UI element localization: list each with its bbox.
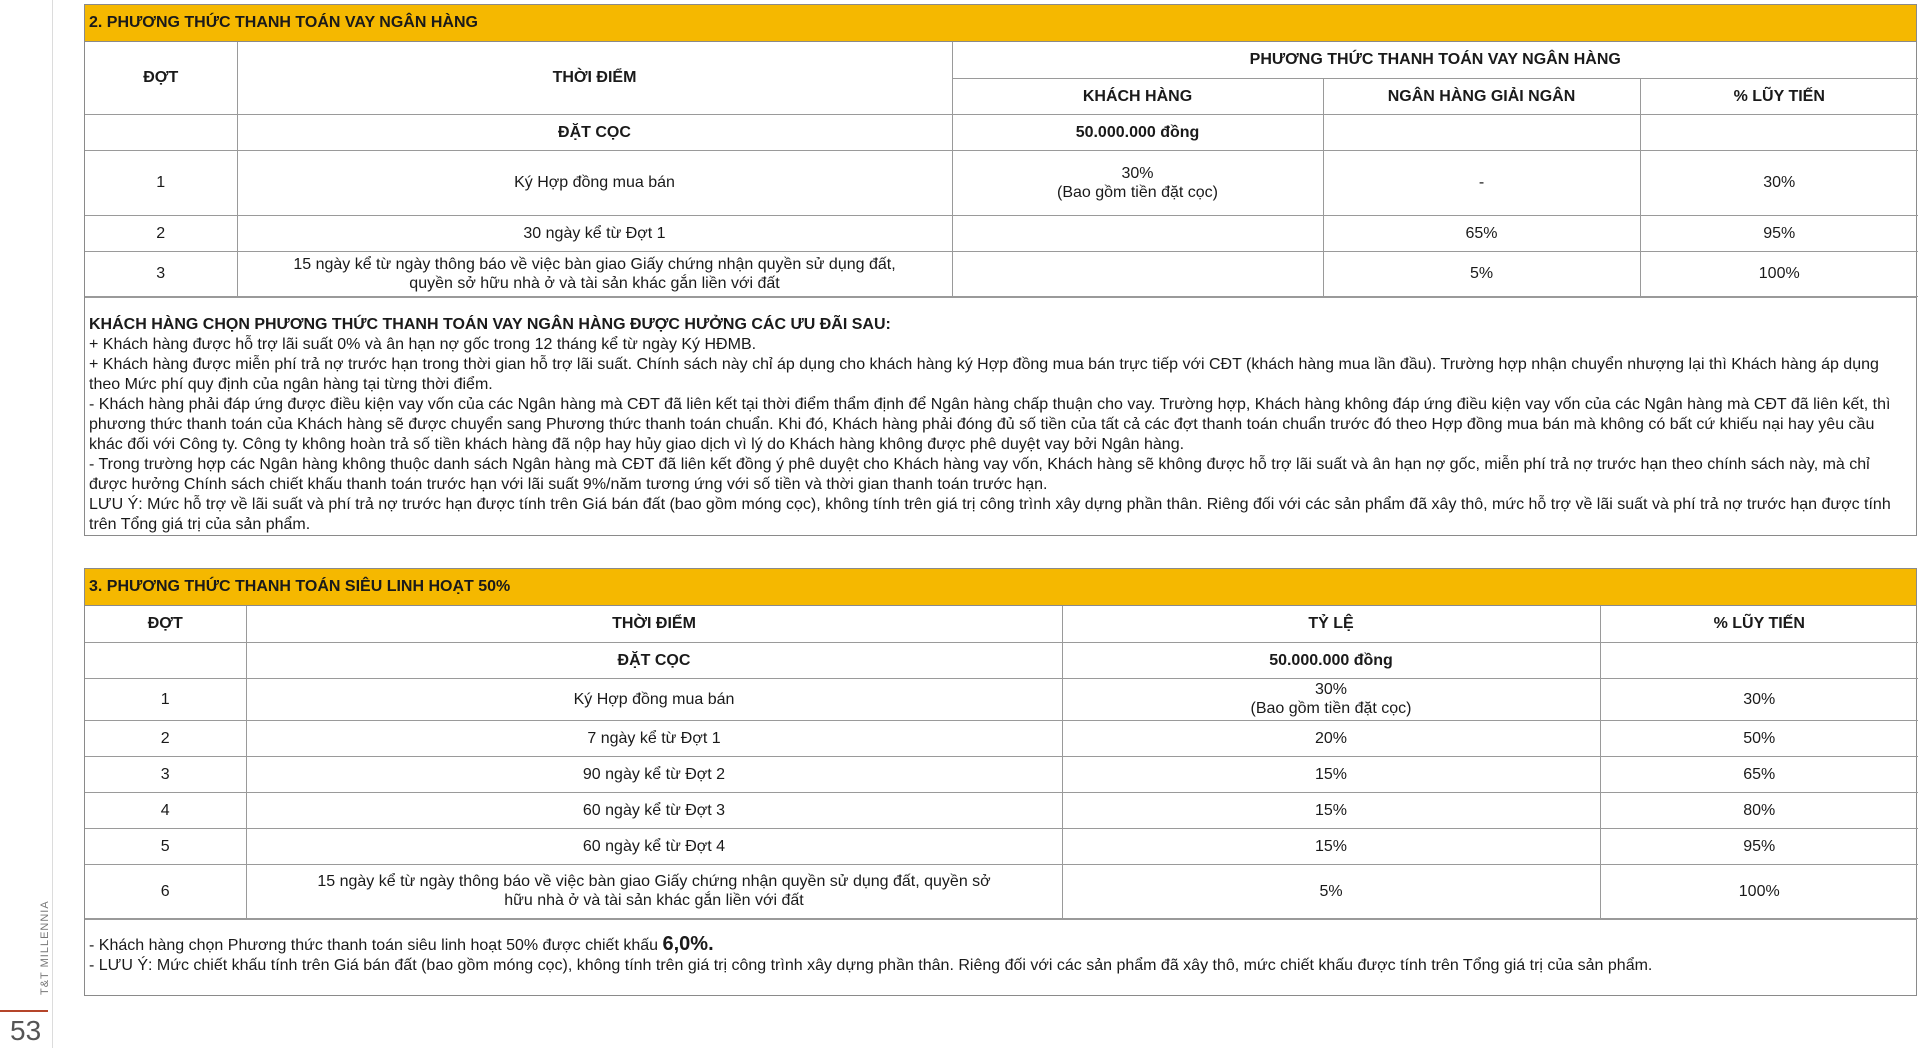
section-title: 2. PHƯƠNG THỨC THANH TOÁN VAY NGÂN HÀNG xyxy=(85,5,1916,42)
header-dot: ĐỢT xyxy=(85,42,237,114)
flexible-payment-notes: - Khách hàng chọn Phương thức thanh toán siêu linh hoạt 50% được chiết khấu 6,0%. - LƯU Ý: Mức chiết khấu tính trên Giá bán đất (bao gồm móng cọc), không tính trên giá trị công trình xây dựng phần thân. Riêng đối với các sản phẩm đã xây thô, mức chiết khấu được tính trên Tổng giá trị của sản phẩm. xyxy=(85,919,1916,995)
flexible-payment-table xyxy=(85,606,1918,919)
header-rate: TỶ LỆ xyxy=(1062,606,1600,642)
discount-rate: 6,0%. xyxy=(662,932,714,955)
deposit-label: ĐẶT CỌC xyxy=(237,114,952,150)
deposit-amount: 50.000.000 đồng xyxy=(952,114,1323,150)
table-row: 4 60 ngày kể từ Đợt 3 15% 80% xyxy=(85,792,1918,828)
section-title: 3. PHƯƠNG THỨC THANH TOÁN SIÊU LINH HOẠT 50% xyxy=(85,569,1916,606)
table-row: 6 15 ngày kể từ ngày thông báo về việc bàn giao Giấy chứng nhận quyền sử dụng đất, quyền sở hữu nhà ở và tài sản khác gắn liền với đất 5% 100% xyxy=(85,864,1918,918)
table-row: 1 Ký Hợp đồng mua bán 30% (Bao gồm tiền đặt cọc) 30% xyxy=(85,678,1918,720)
table-header-row xyxy=(85,606,1918,642)
bank-loan-notes: KHÁCH HÀNG CHỌN PHƯƠNG THỨC THANH TOÁN VAY NGÂN HÀNG ĐƯỢC HƯỞNG CÁC ƯU ĐÃI SAU: + Khách hàng được hỗ trợ lãi suất 0% và ân hạn nợ gốc trong 12 tháng kể từ ngày Ký HĐMB. + Khách hàng được miễn phí trả nợ trước hạn trong thời gian hỗ trợ lãi suất. Chính sách này chỉ áp dụng cho khách hàng ký Hợp đồng mua bán trực tiếp với CĐT (khách hàng mua lần đầu). Trường hợp nhận chuyển nhượng lại thì Khách hàng áp dụng theo Mức phí quy định của ngân hàng tại từng thời điểm. - Khách hàng phải đáp ứng được điều kiện vay vốn của các Ngân hàng mà CĐT đã liên kết tại thời điểm thẩm định để Ngân hàng chấp thuận cho vay. Trường hợp, Khách hàng không đáp ứng điều kiện vay vốn của các Ngân hàng mà CĐT đã liên kết, thì phương thức thanh toán của Khách hàng sẽ được chuyển sang Phương thức thanh toán chuẩn. Khi đó, Khách hàng phải đóng đủ số tiền của tất cả các đợt thanh toán chuẩn trước đó theo Hợp đồng mua bán mà không có bất cứ khiếu nại hay yêu cầu khác đối với Công ty. Công ty không hoàn trả số tiền khách hàng đã nộp hay hủy giao dịch vì lý do Khách hàng không được phê duyệt vay bởi Ngân hàng. - Trong trường hợp các Ngân hàng không thuộc danh sách Ngân hàng mà CĐT đã liên kết đồng ý phê duyệt cho Khách hàng vay vốn, Khách hàng sẽ không được hỗ trợ lãi suất và ân hạn nợ gốc, miễn phí trả nợ trước hạn theo chính sách này, mà chỉ được hưởng Chính sách chiết khấu thanh toán trước hạn với lãi suất 9%/năm tương ứng với số tiền và thời gian thanh toán trước hạn. LƯU Ý: Mức hỗ trợ về lãi suất và phí trả nợ trước hạn được tính trên Giá bán đất (bao gồm móng cọc), không tính trên giá trị công trình xây dựng phần thân. Riêng đối với các sản phẩm đã xây thô, mức hỗ trợ về lãi suất và phí trả nợ trước hạn được tính trên Tổng giá trị của sản phẩm. xyxy=(85,297,1916,535)
table-row: 2 30 ngày kể từ Đợt 1 65% 95% xyxy=(85,215,1918,251)
deposit-label: ĐẶT CỌC xyxy=(246,642,1062,678)
deposit-row xyxy=(85,114,1918,150)
table-row: 3 15 ngày kể từ ngày thông báo về việc bàn giao Giấy chứng nhận quyền sử dụng đất, quyền sở hữu nhà ở và tài sản khác gắn liền với đất 5% 100% xyxy=(85,251,1918,296)
table-row: 3 90 ngày kể từ Đợt 2 15% 65% xyxy=(85,756,1918,792)
table-row: 5 60 ngày kể từ Đợt 4 15% 95% xyxy=(85,828,1918,864)
header-time: THỜI ĐIỂM xyxy=(246,606,1062,642)
header-cumulative: % LŨY TIẾN xyxy=(1640,78,1918,114)
header-bank: NGÂN HÀNG GIẢI NGÂN xyxy=(1323,78,1640,114)
header-time: THỜI ĐIỂM xyxy=(237,42,952,114)
page-number-rule xyxy=(0,1010,48,1012)
section-flexible-payment xyxy=(84,568,1917,996)
table-row: 1 Ký Hợp đồng mua bán 30% (Bao gồm tiền đặt cọc) - 30% xyxy=(85,150,1918,215)
header-group: PHƯƠNG THỨC THANH TOÁN VAY NGÂN HÀNG xyxy=(952,42,1918,78)
brand-label: T&T MILLENNIA xyxy=(39,900,51,995)
deposit-amount: 50.000.000 đồng xyxy=(1062,642,1600,678)
table-header-row xyxy=(85,42,1918,78)
page-number: 53 xyxy=(10,1015,42,1046)
header-customer: KHÁCH HÀNG xyxy=(952,78,1323,114)
notes-heading: KHÁCH HÀNG CHỌN PHƯƠNG THỨC THANH TOÁN VAY NGÂN HÀNG ĐƯỢC HƯỞNG CÁC ƯU ĐÃI SAU: xyxy=(89,315,891,333)
table-row: 2 7 ngày kể từ Đợt 1 20% 50% xyxy=(85,720,1918,756)
section-bank-loan xyxy=(84,4,1917,536)
sidebar xyxy=(0,0,53,1048)
header-cumulative: % LŨY TIẾN xyxy=(1600,606,1918,642)
bank-loan-table xyxy=(85,42,1918,297)
deposit-row xyxy=(85,642,1918,678)
header-dot: ĐỢT xyxy=(85,606,246,642)
